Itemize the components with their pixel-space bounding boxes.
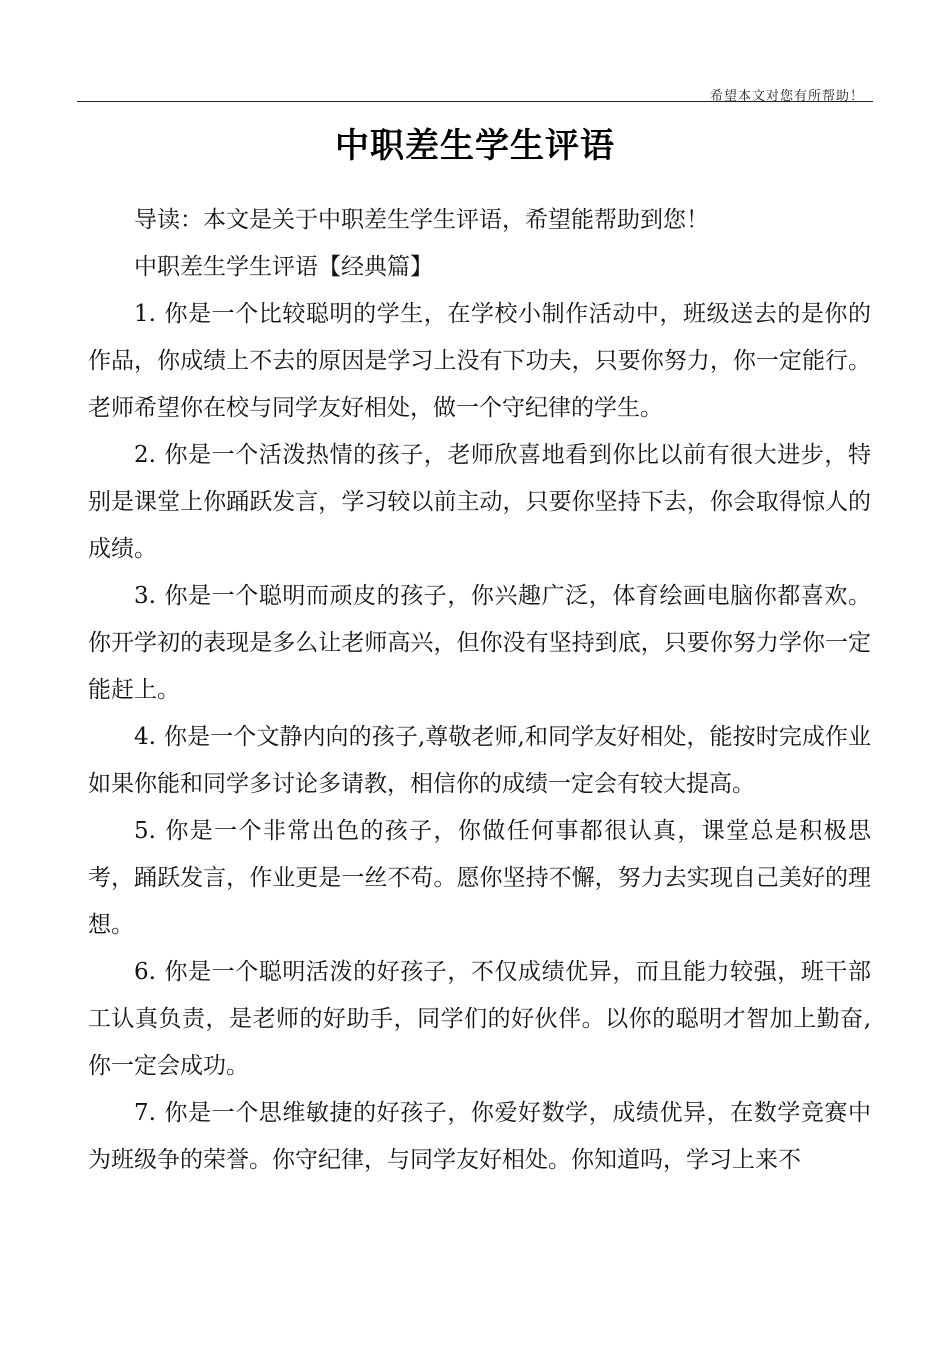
item-number: 1. — [134, 301, 156, 327]
comment-item-3 — [88, 573, 871, 714]
item-text: 你是一个思维敏捷的好孩子，你爱好数学，成绩优异，在数学竞赛中为班级争的荣誉。你守纪律，与同学友好相处。你知道吗，学习上来不 — [88, 1100, 871, 1173]
item-text: 你是一个聪明活泼的好孩子，不仅成绩优异，而且能力较强，班干部工认真负责，是老师的好助手，同学们的好伙伴。以你的聪明才智加上勤奋,你一定会成功。 — [88, 959, 871, 1079]
comment-item-4 — [88, 714, 871, 808]
comment-item-7 — [88, 1090, 871, 1184]
item-number: 2. — [134, 442, 156, 468]
section-heading: 中职差生学生评语【经典篇】 — [134, 254, 433, 280]
item-text: 你是一个聪明而顽皮的孩子，你兴趣广泛，体育绘画电脑你都喜欢。你开学初的表现是多么让老师高兴，但你没有坚持到底，只要你努力学你一定能赶上。 — [88, 583, 871, 703]
item-text: 你是一个文静内向的孩子,尊敬老师,和同学友好相处，能按时完成作业如果你能和同学多讨论多请教，相信你的成绩一定会有较大提高。 — [88, 724, 871, 797]
intro-paragraph: 导读：本文是关于中职差生学生评语，希望能帮助到您！ — [134, 207, 709, 233]
header-rule — [77, 101, 873, 102]
item-number: 4. — [134, 724, 156, 750]
item-number: 7. — [134, 1100, 156, 1126]
item-number: 5. — [134, 818, 156, 844]
item-text: 你是一个活泼热情的孩子，老师欣喜地看到你比以前有很大进步，特别是课堂上你踊跃发言，学习较以前主动，只要你坚持下去，你会取得惊人的成绩。 — [88, 442, 871, 562]
item-number: 6. — [134, 959, 156, 985]
comment-item-6 — [88, 949, 871, 1090]
item-text: 你是一个比较聪明的学生，在学校小制作活动中，班级送去的是你的作品，你成绩上不去的原因是学习上没有下功夫，只要你努力，你一定能行。老师希望你在校与同学友好相处，做一个守纪律的学生。 — [88, 301, 871, 421]
comment-item-2 — [88, 432, 871, 573]
item-number: 3. — [134, 583, 156, 609]
comment-item-5 — [88, 808, 871, 949]
comment-item-1 — [88, 291, 871, 432]
item-text: 你是一个非常出色的孩子，你做任何事都很认真，课堂总是积极思考，踊跃发言，作业更是一丝不苟。愿你坚持不懈，努力去实现自己美好的理想。 — [88, 818, 871, 938]
document-title: 中职差生学生评语 — [335, 126, 615, 166]
header-note: 希望本文对您有所帮助！ — [709, 89, 864, 104]
document-body — [88, 197, 871, 1184]
